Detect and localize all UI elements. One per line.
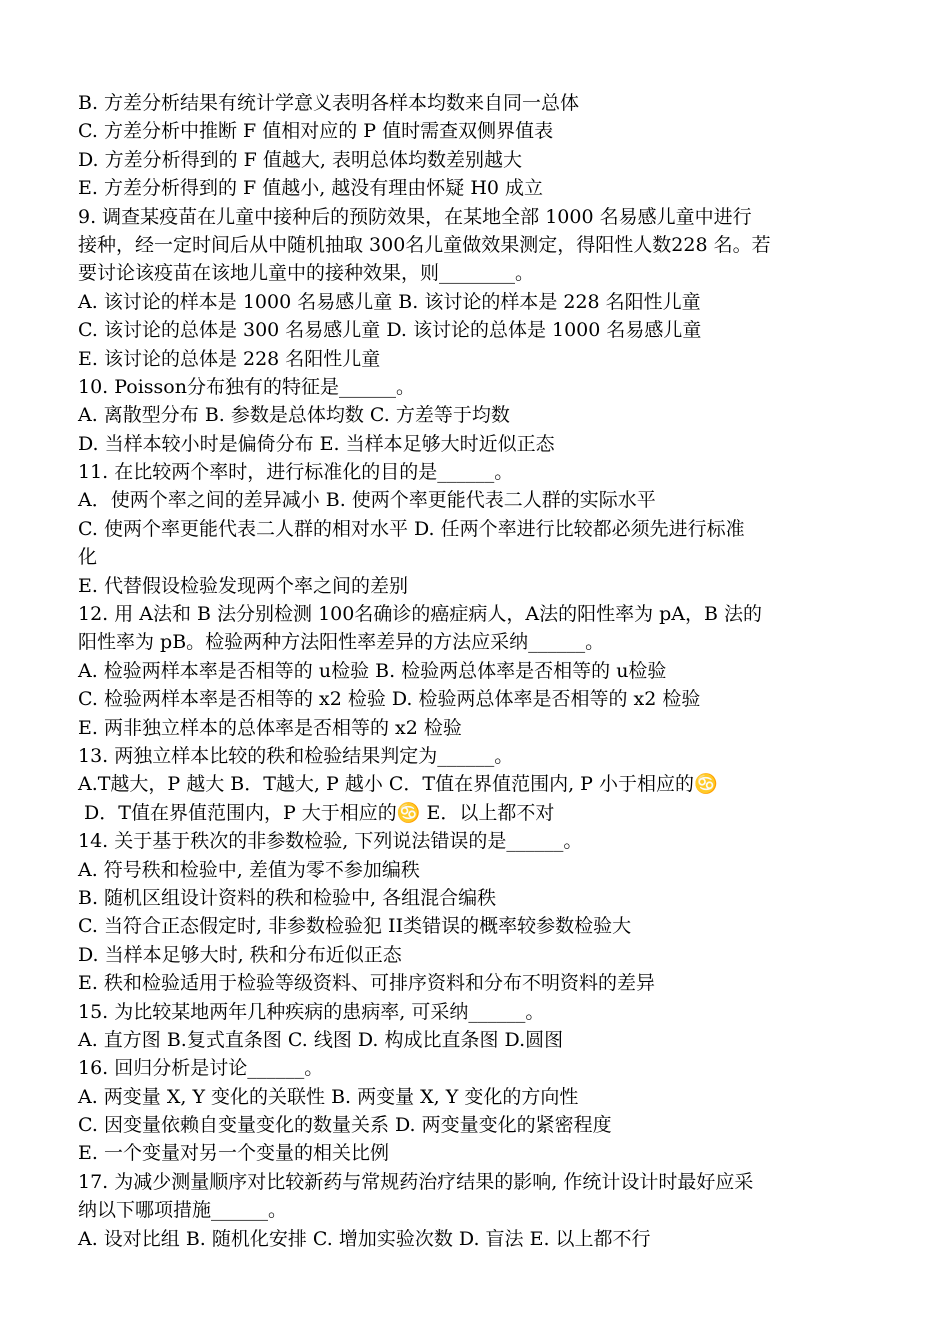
option-line: C. 使两个率更能代表二人群的相对水平 D. 任两个率进行比较都必须先进行标准 [78,517,745,540]
option-line: E. 该讨论的总体是 228 名阳性儿童 [78,347,381,370]
option-line: B. 随机区组设计资料的秩和检验中, 各组混合编秩 [78,886,497,909]
option-line: C. 检验两样本率是否相等的 x2 检验 D. 检验两总体率是否相等的 x2 检验 [78,688,701,711]
option-line: E. 方差分析得到的 F 值越小, 越没有理由怀疑 H0 成立 [78,177,544,200]
option-line: A．使两个率之间的差异减小 B. 使两个率更能代表二人群的实际水平 [78,489,656,512]
option-line: B. 方差分析结果有统计学意义表明各样本均数来自同一总体 [78,92,580,114]
option-line: A. 两变量 X, Y 变化的关联性 B. 两变量 X, Y 变化的方向性 [78,1085,579,1108]
question-9-line: 接种，经一定时间后从中随机抽取 300名儿童做效果测定，得阳性人数228 名。若 [78,233,771,256]
option-line: A. 离散型分布 B. 参数是总体均数 C. 方差等于均数 [78,404,510,427]
option-line: C. 方差分析中推断 F 值相对应的 P 值时需查双侧界值表 [78,120,554,143]
option-line: D．T值在界值范围内，P 大于相应的♋ E．以上都不对 [78,801,555,824]
option-line: A. 设对比组 B. 随机化安排 C. 增加实验次数 D. 盲法 E. 以上都不行 [78,1227,651,1250]
question-12-line: 12. 用 A法和 B 法分别检测 100名确诊的癌症病人，A法的阳性率为 pA，B 法的 [78,603,763,626]
question-9-line: 要讨论该疫苗在该地儿童中的接种效果，则________。 [78,262,535,285]
option-line: D. 当样本较小时是偏倚分布 E. 当样本足够大时近似正态 [78,432,555,455]
option-line: A. 符号秩和检验中, 差值为零不参加编秩 [78,858,420,881]
option-line: D. 当样本足够大时, 秩和分布近似正态 [78,943,402,966]
question-17-line: 17. 为减少测量顺序对比较新药与常规药治疗结果的影响, 作统计设计时最好应采 [78,1170,754,1193]
option-line: A. 检验两样本率是否相等的 u检验 B. 检验两总体率是否相等的 u检验 [78,659,667,682]
option-line: 化 [78,546,98,569]
question-11-line: 11. 在比较两个率时，进行标准化的目的是______。 [78,461,514,484]
question-13-line: 13. 两独立样本比较的秩和检验结果判定为______。 [78,744,514,767]
option-line: E. 两非独立样本的总体率是否相等的 x2 检验 [78,716,462,739]
question-15-line: 15. 为比较某地两年几种疾病的患病率, 可采纳______。 [78,1000,545,1023]
option-line: E. 一个变量对另一个变量的相关比例 [78,1142,389,1165]
question-9-line: 9. 调查某疫苗在儿童中接种后的预防效果，在某地全部 1000 名易感儿童中进行 [78,205,752,228]
question-16-line: 16. 回归分析是讨论______。 [78,1057,324,1080]
option-line: C. 当符合正态假定时, 非参数检验犯 II类错误的概率较参数检验大 [78,915,632,938]
question-12-line: 阳性率为 pB。检验两种方法阳性率差异的方法应采纳______。 [78,631,605,654]
question-17-line: 纳以下哪项措施______。 [78,1199,288,1222]
document-body [78,89,878,1253]
option-line: E. 代替假设检验发现两个率之间的差别 [78,574,408,597]
option-line: A. 直方图 B.复式直条图 C. 线图 D. 构成比直条图 D.圆图 [78,1028,564,1051]
option-line: A. 该讨论的样本是 1000 名易感儿童 B. 该讨论的样本是 228 名阳性儿童 [78,290,701,313]
option-line: C. 因变量依赖自变量变化的数量关系 D. 两变量变化的紧密程度 [78,1114,612,1137]
question-10-line: 10. Poisson分布独有的特征是______。 [78,375,415,398]
option-line: A.T越大，P 越大 B．T越大, P 越小 C．T值在界值范围内, P 小于相应的♋ [78,773,718,796]
option-line: C. 该讨论的总体是 300 名易感儿童 D. 该讨论的总体是 1000 名易感儿童 [78,319,702,342]
question-14-line: 14. 关于基于秩次的非参数检验, 下列说法错误的是______。 [78,830,583,853]
option-line: E. 秩和检验适用于检验等级资料、可排序资料和分布不明资料的差异 [78,972,655,995]
option-line: D. 方差分析得到的 F 值越大, 表明总体均数差别越大 [78,148,522,171]
